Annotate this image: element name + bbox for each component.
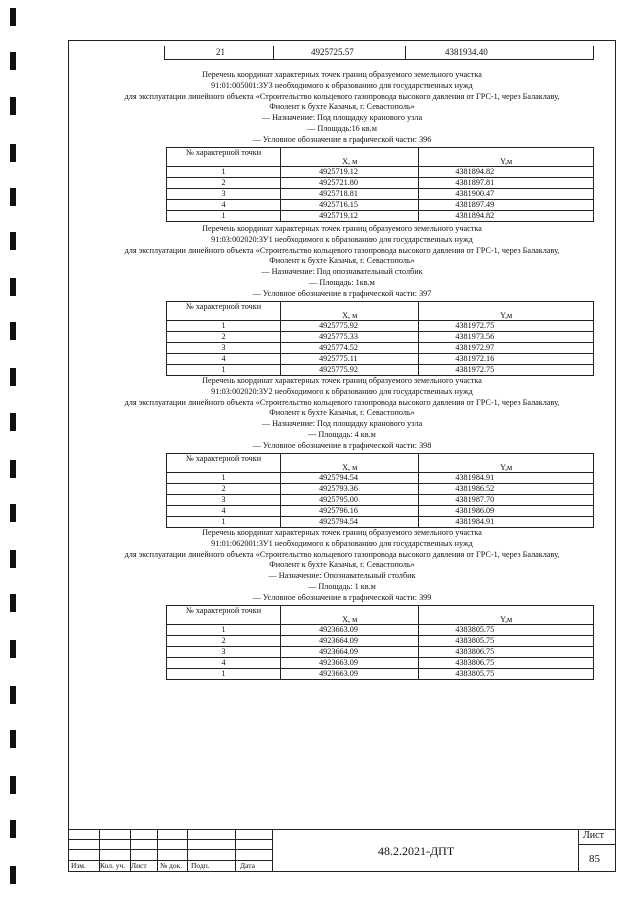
- table-cell: 4923664.09: [281, 636, 419, 647]
- column-header: Y,м: [419, 148, 594, 167]
- parcel-header-line: Фиолент к бухте Казачья, г. Севастополь»: [269, 560, 415, 570]
- table-cell: 4925719.12: [281, 211, 419, 222]
- table-row: [167, 167, 594, 178]
- title-block-stamp: [68, 829, 616, 872]
- parcel-header-line: для эксплуатации линейного объекта «Строительство кольцевого газопровода высокого давления от ГРС-1, через Балаклаву,: [124, 245, 560, 255]
- table-cell: 4923664.09: [281, 647, 419, 658]
- table-row: [167, 658, 594, 669]
- table-cell: 1: [167, 211, 281, 222]
- coordinates-table: [166, 147, 594, 222]
- table-cell: 4381972.97: [419, 343, 594, 354]
- binding-mark: [10, 776, 16, 794]
- parcel-header-line: 91:01:005001:ЗУ3 необходимого к образованию для государственных нужд: [211, 80, 473, 90]
- table-cell: 1: [167, 365, 281, 376]
- table-row: [167, 354, 594, 365]
- continued-table-row: [164, 46, 594, 60]
- binding-mark: [10, 640, 16, 658]
- table-cell: 1: [167, 517, 281, 528]
- table-row: [167, 636, 594, 647]
- parcel-header-line: 91:03:002020:ЗУ2 необходимого к образованию для государственных нужд: [211, 386, 473, 396]
- table-cell: 2: [167, 332, 281, 343]
- table-cell: 4925794.54: [281, 517, 419, 528]
- table-row: [167, 647, 594, 658]
- table-cell: 4381894.82: [419, 167, 594, 178]
- parcel-header-line: — Условное обозначение в графической части: 398: [252, 440, 432, 450]
- parcel-header-line: Перечень координат характерных точек границ образуемого земельного участка: [202, 70, 482, 79]
- parcel-header-line: — Условное обозначение в графической части: 399: [252, 592, 432, 602]
- parcel-header-line: — Условное обозначение в графической части: 397: [252, 288, 432, 298]
- table-cell: 1: [167, 473, 281, 484]
- table-row: [167, 365, 594, 376]
- column-header: Y,м: [419, 302, 594, 321]
- parcel-header-line: — Площадь: 1 кв.м: [308, 581, 376, 591]
- parcel-header-line: — Назначение: Под опознавательный столбик: [261, 267, 423, 277]
- table-cell: 4381897.49: [419, 200, 594, 211]
- column-header: № характерной точки: [167, 454, 281, 473]
- table-cell: 3: [167, 495, 281, 506]
- table-cell: 4: [167, 658, 281, 669]
- binding-mark: [10, 322, 16, 340]
- table-row: [167, 332, 594, 343]
- table-cell: 4925774.52: [281, 343, 419, 354]
- table-cell: 2: [167, 178, 281, 189]
- column-header: Y,м: [419, 454, 594, 473]
- table-cell: 4381972.75: [419, 365, 594, 376]
- column-header: № характерной точки: [167, 302, 281, 321]
- table-cell: 4923663.09: [281, 658, 419, 669]
- column-header: Y,м: [419, 606, 594, 625]
- table-cell: 2: [167, 636, 281, 647]
- stamp-label: Лист: [131, 861, 147, 870]
- table-cell: 4381894.82: [419, 211, 594, 222]
- parcel-header-line: Перечень координат характерных точек границ образуемого земельного участка: [202, 376, 482, 385]
- binding-mark: [10, 460, 16, 478]
- table-cell: 4381984.91: [419, 517, 594, 528]
- binding-mark: [10, 97, 16, 115]
- table-cell: 3: [167, 189, 281, 200]
- table-cell: 4925775.92: [281, 321, 419, 332]
- sheet-number: 85: [589, 853, 600, 865]
- table-row: [167, 517, 594, 528]
- table-row: [167, 200, 594, 211]
- table-cell: 4381900.47: [419, 189, 594, 200]
- parcel-block: [68, 70, 616, 221]
- stamp-label: Подп.: [191, 861, 210, 870]
- binding-mark: [10, 188, 16, 206]
- coordinates-table: [166, 453, 594, 528]
- table-cell: 4381984.91: [419, 473, 594, 484]
- parcel-block: [68, 224, 616, 375]
- parcel-header-line: для эксплуатации линейного объекта «Строительство кольцевого газопровода высокого давления от ГРС-1, через Балаклаву,: [124, 397, 560, 407]
- table-row: [167, 484, 594, 495]
- parcel-header-line: Фиолент к бухте Казачья, г. Севастополь»: [269, 408, 415, 418]
- table-cell: 4925775.11: [281, 354, 419, 365]
- table-row: [167, 211, 594, 222]
- table-row: [167, 625, 594, 636]
- table-cell: 4925719.12: [281, 167, 419, 178]
- parcel-header-line: — Площадь: 1кв.м: [309, 277, 375, 287]
- binding-mark: [10, 144, 16, 162]
- table-cell: 4381986.52: [419, 484, 594, 495]
- binding-mark: [10, 413, 16, 431]
- row-y-value: 4381934.40: [445, 47, 488, 57]
- parcel-block: [68, 528, 616, 679]
- table-cell: 1: [167, 321, 281, 332]
- table-cell: 3: [167, 647, 281, 658]
- document-code: 48.2.2021-ДПТ: [378, 844, 455, 858]
- parcel-header-line: — Назначение: Под площадку кранового узла: [261, 113, 423, 123]
- binding-mark: [10, 820, 16, 838]
- stamp-label: Дата: [240, 861, 255, 870]
- parcel-header-line: для эксплуатации линейного объекта «Строительство кольцевого газопровода высокого давления от ГРС-1, через Балаклаву,: [124, 549, 560, 559]
- table-cell: 4383806.75: [419, 647, 594, 658]
- table-row: [167, 343, 594, 354]
- binding-mark: [10, 368, 16, 386]
- binding-mark: [10, 232, 16, 250]
- column-header: № характерной точки: [167, 148, 281, 167]
- table-row: [167, 506, 594, 517]
- table-cell: 4381986.09: [419, 506, 594, 517]
- table-cell: 1: [167, 625, 281, 636]
- table-cell: 4: [167, 200, 281, 211]
- binding-mark: [10, 52, 16, 70]
- parcel-header-line: — Назначение: Под площадку кранового узла: [261, 419, 423, 429]
- table-cell: 1: [167, 167, 281, 178]
- binding-mark: [10, 730, 16, 748]
- parcel-header-line: Фиолент к бухте Казачья, г. Севастополь»: [269, 102, 415, 112]
- table-cell: 4923663.09: [281, 669, 419, 680]
- table-cell: 4925775.92: [281, 365, 419, 376]
- parcel-block: [68, 376, 616, 527]
- binding-mark: [10, 686, 16, 704]
- column-header: X, м: [281, 454, 419, 473]
- stamp-label: Изм.: [71, 861, 86, 870]
- parcel-header-line: Перечень координат характерных точек границ образуемого земельного участка: [202, 224, 482, 233]
- column-header: X, м: [281, 302, 419, 321]
- table-cell: 4383805.75: [419, 636, 594, 647]
- table-cell: 4925718.81: [281, 189, 419, 200]
- parcel-header-line: — Условное обозначение в графической части: 396: [252, 134, 432, 144]
- row-point-number: 21: [216, 47, 225, 57]
- parcel-header-line: — Назначение: Опознавательный столбик: [268, 571, 416, 581]
- table-row: [167, 473, 594, 484]
- parcel-header-line: — Площадь:16 кв.м: [307, 123, 377, 133]
- table-cell: 3: [167, 343, 281, 354]
- binding-mark: [10, 594, 16, 612]
- parcel-header-line: для эксплуатации линейного объекта «Строительство кольцевого газопровода высокого давления от ГРС-1, через Балаклаву,: [124, 91, 560, 101]
- parcel-header-line: 91:03:002020:ЗУ1 необходимого к образованию для государственных нужд: [211, 234, 473, 244]
- coordinates-table: [166, 301, 594, 376]
- sheet-label: Лист: [583, 830, 604, 841]
- column-header: X, м: [281, 606, 419, 625]
- table-cell: 4381973.56: [419, 332, 594, 343]
- table-row: [167, 495, 594, 506]
- binding-mark: [10, 278, 16, 296]
- table-row: [167, 178, 594, 189]
- coordinates-table: [166, 605, 594, 680]
- parcel-header-line: 91:01:062001:ЗУ1 необходимого к образованию для государственных нужд: [211, 538, 473, 548]
- table-row: [167, 189, 594, 200]
- table-cell: 4381972.16: [419, 354, 594, 365]
- table-cell: 4925716.15: [281, 200, 419, 211]
- table-cell: 4383805.75: [419, 669, 594, 680]
- table-cell: 4381897.81: [419, 178, 594, 189]
- table-cell: 4925775.33: [281, 332, 419, 343]
- stamp-label: № док.: [160, 861, 183, 870]
- binding-mark: [10, 866, 16, 884]
- parcel-header-line: Перечень координат характерных точек границ образуемого земельного участка: [202, 528, 482, 537]
- binding-mark: [10, 504, 16, 522]
- row-x-value: 4925725.57: [311, 47, 354, 57]
- column-header: X, м: [281, 148, 419, 167]
- table-cell: 4381987.70: [419, 495, 594, 506]
- table-cell: 2: [167, 484, 281, 495]
- parcel-header-line: Фиолент к бухте Казачья, г. Севастополь»: [269, 256, 415, 266]
- table-row: [167, 669, 594, 680]
- column-header: № характерной точки: [167, 606, 281, 625]
- table-cell: 1: [167, 669, 281, 680]
- table-cell: 4: [167, 506, 281, 517]
- binding-mark: [10, 550, 16, 568]
- table-cell: 4925793.36: [281, 484, 419, 495]
- table-cell: 4381972.75: [419, 321, 594, 332]
- binding-mark: [10, 8, 16, 26]
- table-cell: 4925796.16: [281, 506, 419, 517]
- parcel-header-line: --- Площадь: 4 кв.м: [308, 429, 376, 439]
- table-cell: 4383806.75: [419, 658, 594, 669]
- table-cell: 4925795.00: [281, 495, 419, 506]
- table-cell: 4923663.09: [281, 625, 419, 636]
- table-cell: 4925794.54: [281, 473, 419, 484]
- table-cell: 4925721.80: [281, 178, 419, 189]
- table-cell: 4: [167, 354, 281, 365]
- stamp-label: Кол. уч.: [100, 861, 126, 870]
- table-cell: 4383805.75: [419, 625, 594, 636]
- table-row: [167, 321, 594, 332]
